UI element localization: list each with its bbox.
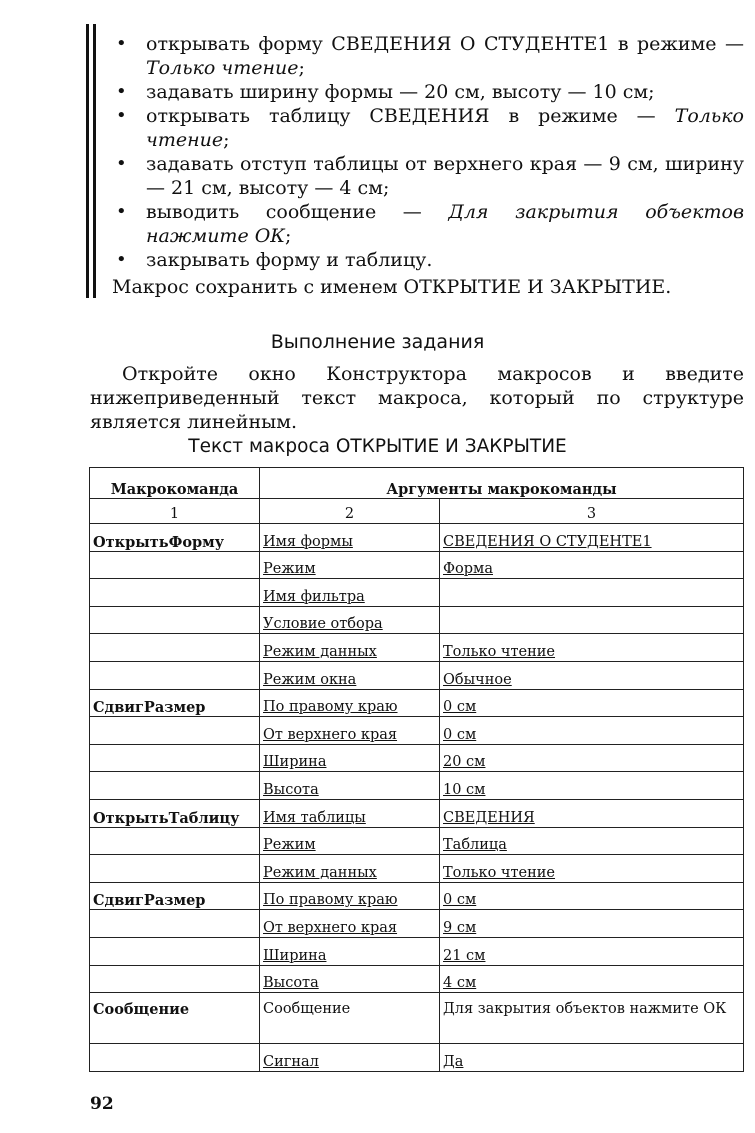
argument-value-cell	[440, 799, 744, 827]
argument-value-cell	[440, 524, 744, 552]
list-item	[114, 80, 744, 104]
bullet-icon: •	[116, 153, 127, 174]
table-row	[90, 993, 744, 1044]
argument-name-cell-text: Высота	[263, 781, 319, 798]
table-row	[90, 827, 744, 855]
table-caption: Текст макроса ОТКРЫТИЕ И ЗАКРЫТИЕ	[188, 436, 567, 457]
argument-value-cell	[440, 689, 744, 717]
table-row	[90, 937, 744, 965]
argument-value-cell-text: СВЕДЕНИЯ О СТУДЕНТЕ1	[443, 533, 652, 550]
argument-name-cell-text: Имя таблицы	[263, 809, 366, 826]
bullet-text: открывать форму СВЕДЕНИЯ О СТУДЕНТЕ1 в режиме —	[146, 33, 744, 55]
header-arguments: Аргументы макрокоманды	[260, 468, 744, 499]
table-row	[90, 855, 744, 883]
macro-command-cell	[90, 827, 260, 855]
bullet-icon: •	[116, 33, 127, 54]
argument-name-cell-text: Режим	[263, 561, 316, 578]
requirements-block	[86, 24, 746, 298]
argument-name-cell	[260, 827, 440, 855]
argument-value-cell	[440, 882, 744, 910]
argument-value-cell-text: 0 см	[443, 892, 477, 909]
argument-name-cell	[260, 882, 440, 910]
argument-name-cell	[260, 634, 440, 662]
macro-command-cell	[90, 689, 260, 717]
table-row	[90, 965, 744, 993]
macro-command-cell	[90, 661, 260, 689]
bullet-emphasis: Только чтение	[146, 57, 299, 79]
argument-name-cell-text: Режим данных	[263, 864, 377, 881]
argument-value-cell-text: 0 см	[443, 699, 477, 716]
macro-command-cell	[90, 799, 260, 827]
table-row	[90, 524, 744, 552]
macro-command-cell	[90, 634, 260, 662]
bullet-icon: •	[116, 105, 127, 126]
bullet-text: открывать таблицу СВЕДЕНИЯ в режиме —	[146, 105, 675, 127]
argument-name-cell	[260, 661, 440, 689]
argument-value-cell	[440, 772, 744, 800]
page-number: 92	[90, 1094, 114, 1114]
table-row	[90, 717, 744, 745]
table-row	[90, 634, 744, 662]
requirements-list	[114, 32, 744, 272]
argument-name-cell-text: Режим окна	[263, 671, 357, 688]
argument-value-cell-text: Обычное	[443, 671, 512, 688]
argument-value-cell-text: Форма	[443, 561, 493, 578]
argument-value-cell	[440, 827, 744, 855]
argument-name-cell-text: Имя фильтра	[263, 588, 365, 605]
macro-command-cell-text: СдвигРазмер	[93, 699, 206, 717]
argument-name-cell	[260, 799, 440, 827]
column-number: 1	[90, 499, 260, 524]
argument-name-cell	[260, 606, 440, 634]
macro-command-cell	[90, 744, 260, 772]
argument-value-cell-text: 20 см	[443, 754, 486, 771]
argument-name-cell	[260, 524, 440, 552]
argument-name-cell	[260, 689, 440, 717]
intro-paragraph: Откройте окно Конструктора макросов и введите нижеприведенный текст макроса, который по структуре является линейным.	[90, 363, 744, 433]
macro-command-cell	[90, 882, 260, 910]
list-item	[114, 32, 744, 80]
bullet-icon: •	[116, 249, 127, 270]
macro-command-cell	[90, 524, 260, 552]
macro-command-cell	[90, 579, 260, 607]
table-row	[90, 772, 744, 800]
macro-command-cell	[90, 993, 260, 1044]
macro-command-cell	[90, 606, 260, 634]
table-header-row	[90, 468, 744, 499]
macro-command-cell	[90, 965, 260, 993]
argument-name-cell	[260, 993, 440, 1044]
table-row	[90, 1044, 744, 1072]
argument-value-cell-text: Только чтение	[443, 643, 556, 660]
argument-value-cell-text: 0 см	[443, 726, 477, 743]
macro-command-cell	[90, 1044, 260, 1072]
table-row	[90, 882, 744, 910]
argument-value-cell	[440, 965, 744, 993]
argument-name-cell-text: Режим	[263, 837, 316, 854]
header-macrocommand: Макрокоманда	[90, 468, 260, 499]
table-row	[90, 579, 744, 607]
macro-command-cell	[90, 855, 260, 883]
macro-command-cell	[90, 910, 260, 938]
argument-value-cell-text: Только чтение	[443, 864, 556, 881]
list-item	[114, 200, 744, 248]
argument-value-cell	[440, 634, 744, 662]
bullet-suffix: ;	[223, 129, 230, 151]
bullet-icon: •	[116, 201, 127, 222]
argument-value-cell-text: 9 см	[443, 919, 477, 936]
argument-name-cell-text: Режим данных	[263, 643, 377, 660]
macro-command-cell-text: Сообщение	[93, 1001, 190, 1019]
argument-name-cell-text: От верхнего края	[263, 726, 398, 743]
table-row	[90, 689, 744, 717]
argument-value-cell-text: Таблица	[443, 837, 507, 854]
macro-command-cell-text: СдвигРазмер	[93, 892, 206, 910]
argument-value-cell	[440, 606, 744, 634]
macro-command-cell-text: ОткрытьТаблицу	[93, 809, 240, 827]
argument-name-cell-text: От верхнего края	[263, 919, 398, 936]
argument-value-cell	[440, 855, 744, 883]
argument-value-cell-text: 21 см	[443, 947, 486, 964]
argument-name-cell-text: Сигнал	[263, 1053, 319, 1070]
list-item	[114, 248, 744, 272]
bullet-text: задавать отступ таблицы от верхнего края — 9 см, ширину — 21 см, высоту — 4 см;	[146, 153, 744, 199]
bullet-emphasis: Только чтение	[146, 105, 744, 151]
argument-name-cell-text: По правому краю	[263, 699, 398, 716]
macro-command-cell	[90, 937, 260, 965]
bullet-text: выводить сообщение —	[146, 201, 449, 223]
argument-name-cell	[260, 937, 440, 965]
argument-value-cell	[440, 661, 744, 689]
argument-name-cell-text: Имя формы	[263, 533, 353, 550]
argument-value-cell-text: 4 см	[443, 975, 477, 992]
argument-value-cell	[440, 744, 744, 772]
argument-name-cell-text: Сообщение	[263, 1001, 351, 1018]
argument-name-cell	[260, 772, 440, 800]
table-row	[90, 661, 744, 689]
bullet-suffix: ;	[298, 57, 305, 79]
argument-value-cell	[440, 717, 744, 745]
macro-command-cell	[90, 551, 260, 579]
bullet-suffix: ;	[285, 225, 292, 247]
save-instruction: Макрос сохранить с именем ОТКРЫТИЕ И ЗАКРЫТИЕ.	[112, 276, 672, 298]
left-margin-bar-inner	[93, 24, 96, 298]
argument-value-cell-text: СВЕДЕНИЯ	[443, 809, 535, 826]
left-margin-bar	[86, 24, 89, 298]
argument-name-cell	[260, 717, 440, 745]
argument-name-cell	[260, 965, 440, 993]
argument-name-cell	[260, 1044, 440, 1072]
bullet-icon: •	[116, 81, 127, 102]
argument-value-cell-text: Да	[443, 1053, 464, 1070]
argument-name-cell	[260, 855, 440, 883]
argument-value-cell	[440, 551, 744, 579]
argument-value-cell-text: Для закрытия объектов нажмите ОК	[443, 1001, 727, 1018]
bullet-text: закрывать форму и таблицу.	[146, 249, 433, 271]
argument-value-cell	[440, 937, 744, 965]
argument-name-cell-text: Ширина	[263, 947, 327, 964]
bullet-text: задавать ширину формы — 20 см, высоту — 10 см;	[146, 81, 655, 103]
argument-name-cell	[260, 579, 440, 607]
table-row	[90, 744, 744, 772]
argument-name-cell	[260, 744, 440, 772]
column-number: 3	[440, 499, 744, 524]
column-number: 2	[260, 499, 440, 524]
macro-command-cell	[90, 717, 260, 745]
argument-name-cell-text: Условие отбора	[263, 616, 383, 633]
argument-value-cell	[440, 1044, 744, 1072]
table-row	[90, 551, 744, 579]
table-row	[90, 910, 744, 938]
list-item	[114, 152, 744, 200]
argument-value-cell	[440, 993, 744, 1044]
table-row	[90, 606, 744, 634]
argument-name-cell-text: По правому краю	[263, 892, 398, 909]
macro-command-cell-text: ОткрытьФорму	[93, 533, 225, 551]
list-item	[114, 104, 744, 152]
argument-name-cell	[260, 910, 440, 938]
argument-name-cell-text: Ширина	[263, 754, 327, 771]
column-number-row	[90, 499, 744, 524]
bullet-emphasis: Для закрытия объектов нажмите ОК	[146, 201, 745, 247]
argument-name-cell	[260, 551, 440, 579]
argument-value-cell	[440, 579, 744, 607]
argument-value-cell-text: 10 см	[443, 781, 486, 798]
macro-table	[89, 467, 744, 1072]
macro-command-cell	[90, 772, 260, 800]
argument-value-cell	[440, 910, 744, 938]
section-heading: Выполнение задания	[270, 331, 485, 353]
table-row	[90, 799, 744, 827]
argument-name-cell-text: Высота	[263, 975, 319, 992]
